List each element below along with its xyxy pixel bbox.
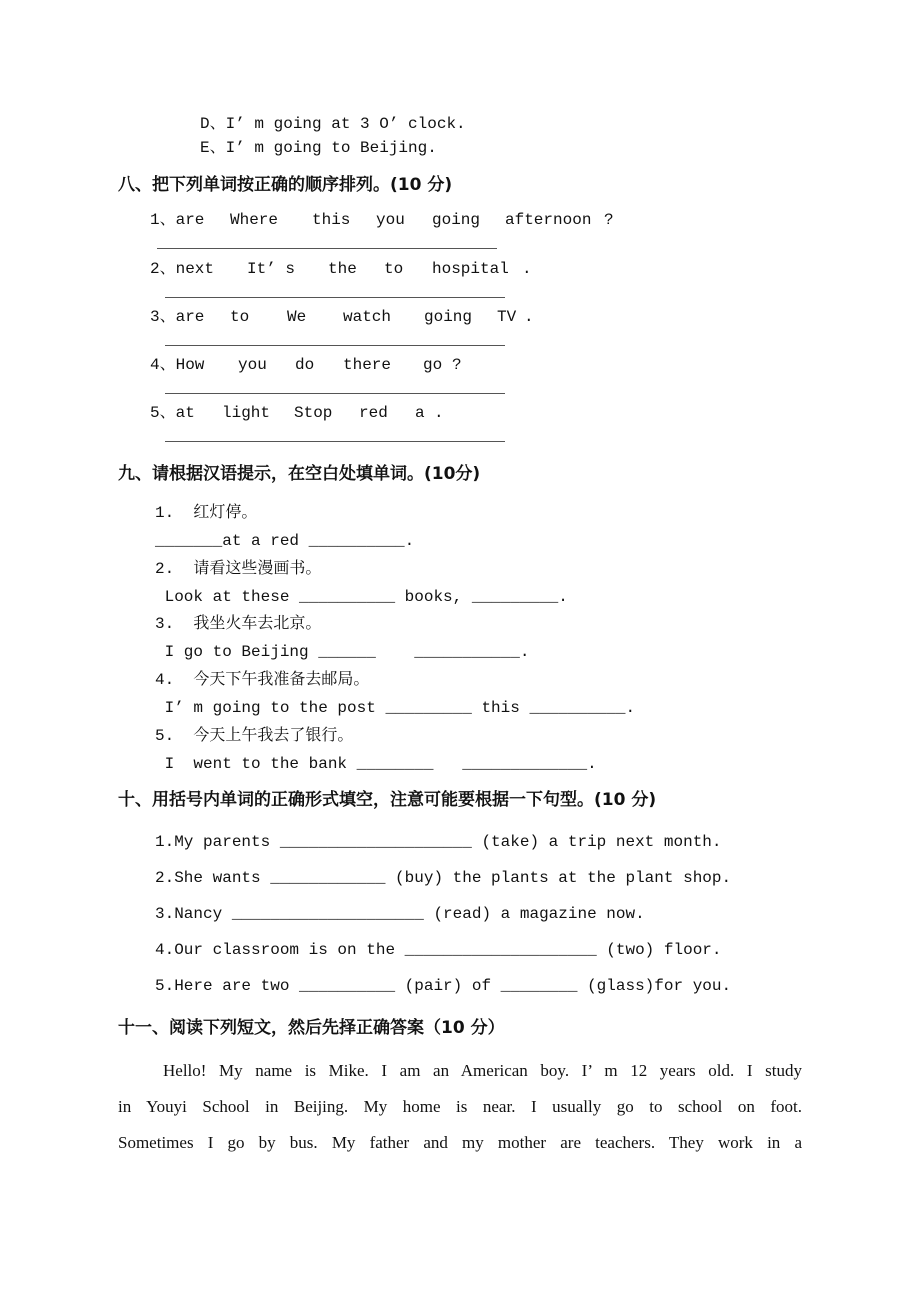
fill-in-sentence: _______at a red __________. (155, 532, 415, 550)
word-token: hospital (432, 260, 509, 278)
word-token: . (434, 404, 444, 422)
word-token: 3、are (150, 308, 205, 326)
word-token: going (424, 308, 473, 326)
chinese-prompt: 5. 今天上午我去了银行。 (155, 727, 354, 745)
answer-line (165, 345, 505, 346)
fill-in-sentence: 3.Nancy ____________________ (read) a magazine now. (155, 905, 645, 923)
word-token: a (415, 404, 425, 422)
fill-in-sentence: 4.Our classroom is on the ____________________ (two) floor. (155, 941, 722, 959)
word-token: do (295, 356, 315, 374)
word-token: there (343, 356, 392, 374)
fill-in-sentence: I went to the bank ________ _____________. (155, 755, 597, 773)
word-token: 5、at (150, 404, 195, 422)
answer-line (157, 248, 497, 249)
word-token: to (230, 308, 250, 326)
word-token: 1、are (150, 211, 205, 229)
word-token: ? (604, 211, 614, 229)
word-token: We (287, 308, 307, 326)
word-token: 4、How (150, 356, 205, 374)
word-token: you (238, 356, 267, 374)
chinese-prompt: 2. 请看这些漫画书。 (155, 560, 322, 578)
fill-in-sentence: I’ m going to the post _________ this __________. (155, 699, 636, 717)
word-token: It’ s (247, 260, 296, 278)
word-token: 2、next (150, 260, 215, 278)
passage-line: Hello! My name is Mike. I am an American boy. I’ m 12 years old. I study (163, 1061, 802, 1080)
word-token: light (222, 404, 271, 422)
word-token: the (328, 260, 357, 278)
answer-line (165, 393, 505, 394)
word-token: to (384, 260, 404, 278)
fill-in-sentence: I go to Beijing ______ ___________. (155, 643, 530, 661)
answer-line (165, 297, 505, 298)
passage-line: Sometimes I go by bus. My father and my mother are teachers. They work in a (118, 1133, 802, 1152)
word-token: going (432, 211, 481, 229)
word-token: Where (230, 211, 279, 229)
word-token: you (376, 211, 405, 229)
option-line: E、I’ m going to Beijing. (200, 139, 437, 157)
word-token: go (423, 356, 443, 374)
word-token: Stop (294, 404, 333, 422)
word-token: TV (497, 308, 517, 326)
fill-in-sentence: 5.Here are two __________ (pair) of ________ (glass)for you. (155, 977, 732, 995)
word-token: . (524, 308, 534, 326)
section-heading: 十、用括号内单词的正确形式填空，注意可能要根据一下句型。(10 分) (118, 790, 657, 810)
chinese-prompt: 1. 红灯停。 (155, 504, 258, 522)
fill-in-sentence: 2.She wants ____________ (buy) the plants at the plant shop. (155, 869, 732, 887)
option-line: D、I’ m going at 3 O’ clock. (200, 115, 466, 133)
fill-in-sentence: 1.My parents ____________________ (take) a trip next month. (155, 833, 722, 851)
word-token: . (522, 260, 532, 278)
chinese-prompt: 4. 今天下午我准备去邮局。 (155, 671, 370, 689)
answer-line (165, 441, 505, 442)
fill-in-sentence: Look at these __________ books, _________. (155, 588, 568, 606)
section-heading: 八、把下列单词按正确的顺序排列。(10 分) (118, 175, 453, 195)
word-token: red (359, 404, 388, 422)
chinese-prompt: 3. 我坐火车去北京。 (155, 615, 322, 633)
word-token: ? (452, 356, 462, 374)
word-token: watch (343, 308, 392, 326)
word-token: afternoon (505, 211, 592, 229)
word-token: this (312, 211, 351, 229)
section-heading: 九、请根据汉语提示，在空白处填单词。(10分) (118, 464, 481, 484)
passage-line: in Youyi School in Beijing. My home is near. I usually go to school on foot. (118, 1097, 802, 1116)
section-heading: 十一、阅读下列短文，然后先择正确答案（10 分） (118, 1018, 505, 1038)
